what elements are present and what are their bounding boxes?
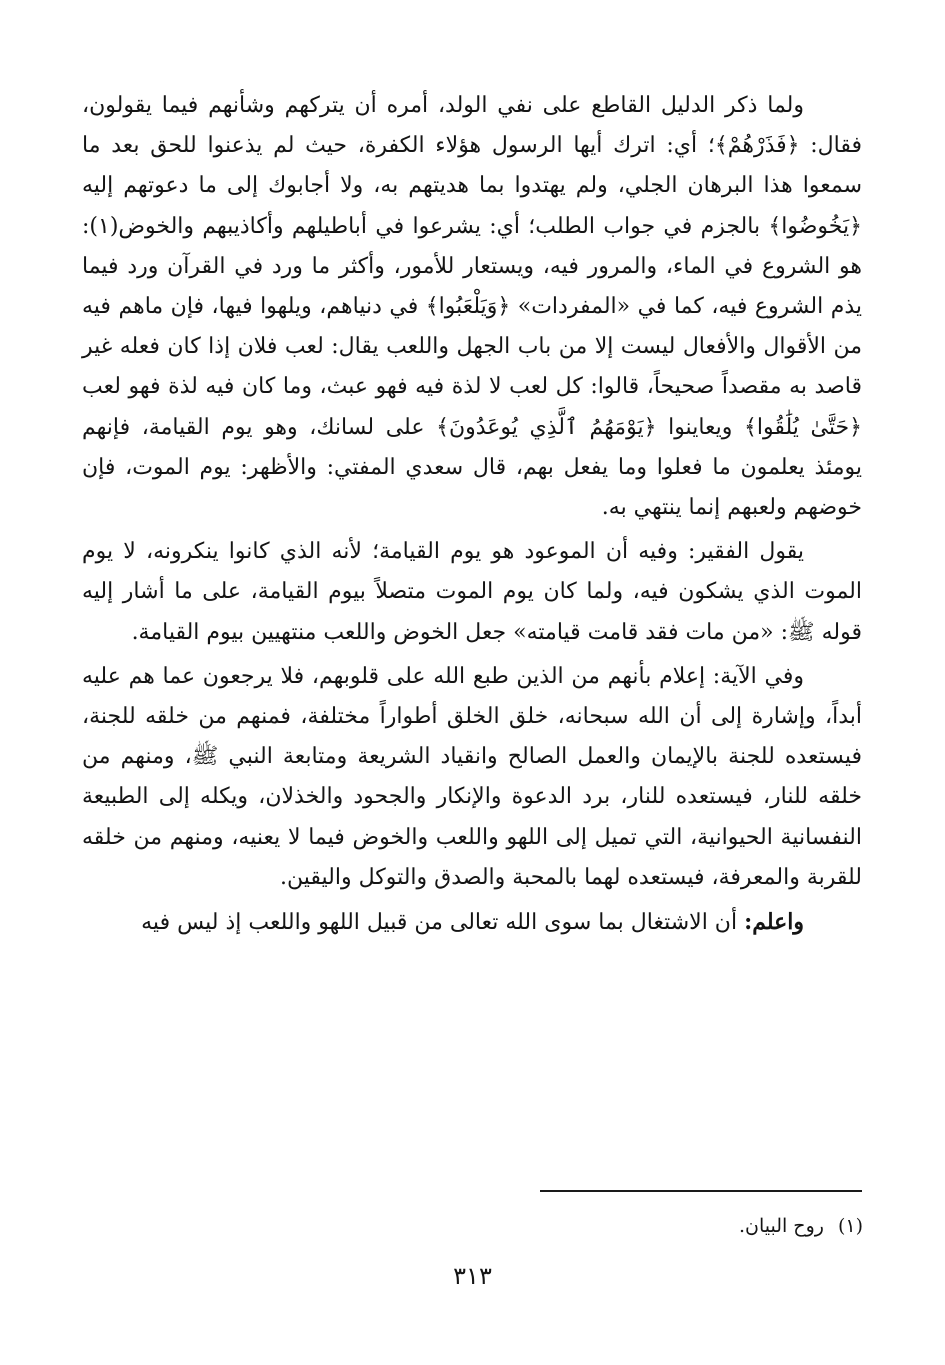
- footnote-text: روح البيان.: [738, 1215, 824, 1237]
- paragraph-2: يقول الفقير: وفيه أن الموعود هو يوم القيامة؛ لأنه الذي كانوا ينكرونه، لا يوم الموت الذي يشكون فيه، ولما كان يوم الموت متصلاً بيوم القيامة، على ما أشار إليه قوله ﷺ: «من مات فقد قامت قيامته» جعل الخوض واللعب منتهيين بيوم القيامة.: [82, 539, 862, 645]
- footnote-divider: [540, 1190, 862, 1192]
- paragraph-3: وفي الآية: إعلام بأنهم من الذين طبع الله على قلوبهم، فلا يرجعون عما هم عليه أبداً، وإشارة إلى أن الله سبحانه، خلق الخلق أطواراً مختلفة، فمنهم من خلقه للجنة، فيستعده للجنة بالإيمان والعمل الصالح وانقياد الشريعة ومتابعة النبي ﷺ، ومنهم من خلقه للنار، فيستعده للنار، برد الدعوة والإنكار والجحود والخذلان، ويكله إلى الطبيعة النفسانية الحيوانية، التي تميل إلى اللهو واللعب والخوض فيما لا يعنيه، ومنهم من خلقه للقربة والمعرفة، فيستعده لهما بالمحبة والصدق والتوكل واليقين.: [82, 663, 862, 890]
- paragraph-1: ولما ذكر الدليل القاطع على نفي الولد، أمره أن يتركهم وشأنهم فيما يقولون، فقال: ﴿فَذَرْهُمْ﴾؛ أي: اترك أيها الرسول هؤلاء الكفرة، حيث لم يذعنوا للحق بعد ما سمعوا هذا البرهان الجلي، ولم يهتدوا بما هديتهم به، ولا أجابوك إلى ما دعوتهم إليه ﴿يَخُوضُوا﴾ بالجزم في جواب الطلب؛ أي: يشرعوا في أباطيلهم وأكاذيبهم والخوض(١): هو الشروع في الماء، والمرور فيه، ويستعار للأمور، وأكثر ما ورد في القرآن ورد فيما يذم الشروع فيه، كما في «المفردات» ﴿وَيَلْعَبُوا﴾ في دنياهم، ويلهوا فيها، فإن ماهم فيه من الأقوال والأفعال ليست إلا من باب الجهل واللعب يقال: لعب فلان إذا كان فعله غير قاصد به مقصداً صحيحاً، قالوا: كل لعب لا لذة فيه فهو عبث، وما كان فيه لذة فهو لعب ﴿حَتَّىٰ يُلَٰقُوا﴾ ويعاينوا ﴿يَوْمَهُمُ ٱلَّذِي يُوعَدُونَ﴾ على لسانك، وهو يوم القيامة، فإنهم يومئذ يعلمون ما فعلوا وما يفعل بهم، قال سعدي المفتي: والأظهر: يوم الموت، فإن خوضهم ولعبهم إنما ينتهي به.: [82, 93, 862, 521]
- page-number: ٣١٣: [453, 1262, 492, 1290]
- main-text: [82, 86, 862, 947]
- paragraph-4: [82, 902, 862, 943]
- footnote: [463, 1212, 863, 1240]
- paragraph-4-lead: واعلم:: [744, 909, 804, 936]
- footnote-number: (١): [837, 1215, 863, 1237]
- paragraph-4-text: أن الاشتغال بما سوى الله تعالى من قبيل اللهو واللعب إذ ليس فيه: [141, 910, 745, 936]
